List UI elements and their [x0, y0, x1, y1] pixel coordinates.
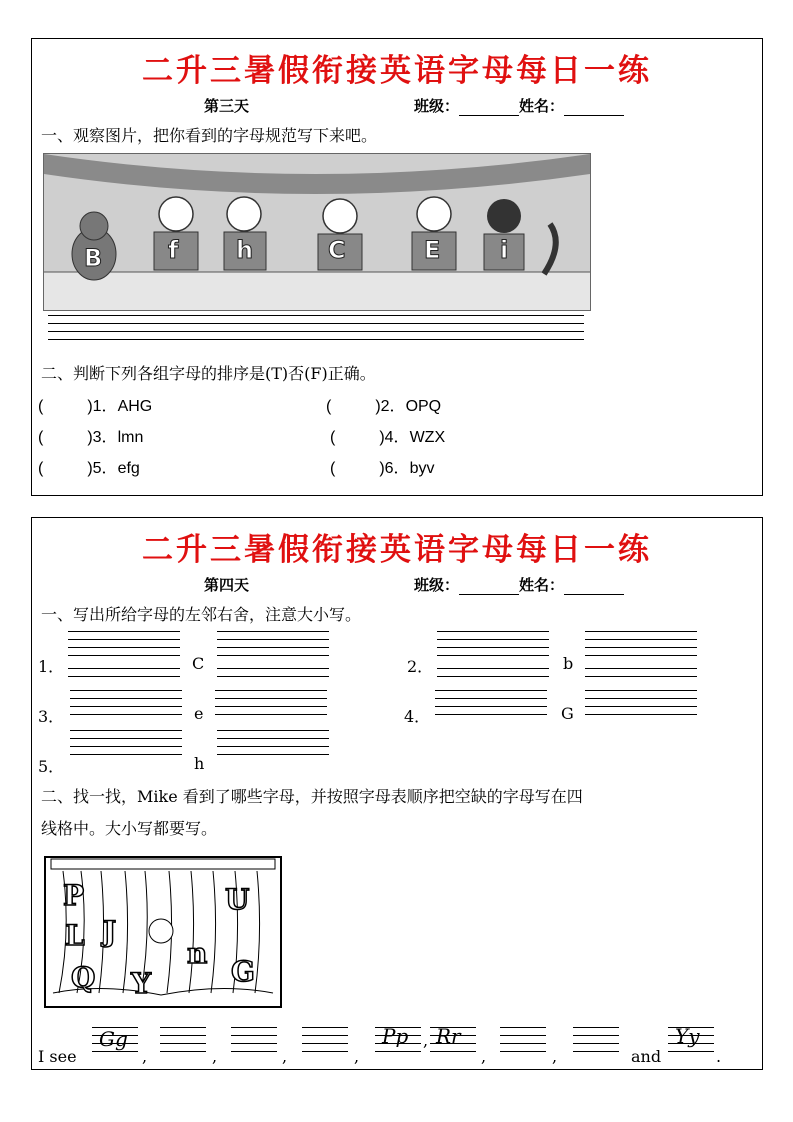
item-5-left-lines[interactable] — [70, 730, 182, 755]
item-2-left-lines[interactable] — [437, 631, 549, 656]
comma: , — [552, 1047, 558, 1066]
section2-instruction: 二、判断下列各组字母的排序是(T)否(F)正确。 — [41, 364, 376, 383]
item-2-right-lines2[interactable] — [585, 668, 697, 677]
item-3-right-lines[interactable] — [215, 690, 327, 715]
question-1[interactable]: ( )1．AHG — [38, 398, 153, 415]
class-blank[interactable] — [459, 97, 519, 116]
answer-blank-2[interactable] — [231, 1027, 277, 1052]
item-1-left-lines[interactable] — [68, 631, 180, 656]
item-2-left-lines2[interactable] — [437, 668, 549, 677]
class-name-row — [414, 95, 624, 116]
item-5-number: 5． — [38, 757, 65, 776]
comma: , — [354, 1047, 360, 1066]
and-label: and — [631, 1047, 662, 1066]
item-2-number: 2． — [407, 657, 434, 676]
question-2[interactable]: ( )2．OPQ — [326, 398, 442, 415]
item-1-number: 1． — [38, 657, 65, 676]
section1-instruction: 一、观察图片，把你看到的字母规范写下来吧。 — [41, 126, 378, 145]
stage-letter-C: C — [328, 236, 346, 264]
item-3-number: 3． — [38, 707, 65, 726]
class-label: 班级： — [414, 97, 460, 115]
item-5-letter: h — [194, 754, 205, 773]
item-3-left-lines[interactable] — [70, 690, 182, 715]
stage-picture — [43, 153, 591, 311]
stage-illustration — [44, 154, 590, 310]
item-1-right-lines[interactable] — [217, 631, 329, 656]
curtain-letter-Y: Y — [131, 967, 151, 1000]
item-2-letter: b — [563, 654, 574, 673]
section2-instruction-line1: 二、找一找，Mike 看到了哪些字母，并按照字母表顺序把空缺的字母写在四 — [41, 787, 583, 806]
stage-letter-f: f — [168, 236, 179, 264]
comma: , — [481, 1047, 487, 1066]
section1-instruction: 一、写出所给字母的左邻右舍，注意大小写。 — [41, 605, 362, 624]
worksheet-day3 — [31, 38, 763, 496]
name-label: 姓名： — [519, 97, 565, 115]
item-1-right-lines2[interactable] — [217, 668, 329, 677]
stage-letter-h: h — [236, 236, 254, 264]
comma: , — [212, 1047, 218, 1066]
worksheet-title: 二升三暑假衔接英语字母每日一练 — [142, 53, 652, 89]
item-1-letter: C — [192, 654, 205, 673]
day-label: 第三天 — [204, 97, 250, 115]
item-5-right-lines[interactable] — [217, 730, 329, 755]
item-4-right-lines[interactable] — [585, 690, 697, 715]
class-name-row — [414, 574, 624, 595]
name-blank[interactable] — [564, 97, 624, 116]
curtain-illustration — [41, 853, 285, 1011]
name-blank[interactable] — [564, 576, 624, 595]
answer-blank-4[interactable] — [500, 1027, 546, 1052]
stage-letter-E: E — [424, 236, 441, 264]
item-4-letter: G — [561, 704, 574, 723]
period: . — [716, 1047, 722, 1066]
curtain-letter-J: J — [103, 915, 117, 948]
item-4-number: 4． — [404, 707, 431, 726]
day-label: 第四天 — [204, 576, 250, 594]
class-label: 班级： — [414, 576, 460, 594]
answer-blank-1[interactable] — [160, 1027, 206, 1052]
writing-lines[interactable] — [48, 315, 584, 340]
comma: , — [282, 1047, 288, 1066]
curtain-picture — [41, 853, 285, 1011]
question-5[interactable]: ( )5．efg — [38, 460, 140, 477]
item-3-letter: e — [194, 704, 204, 723]
class-blank[interactable] — [459, 576, 519, 595]
worksheet-day4 — [31, 517, 763, 1070]
given-gg: Gg — [99, 1027, 128, 1051]
question-6[interactable]: ( )6．byv — [330, 460, 435, 477]
stage-letter-i: i — [500, 236, 509, 264]
curtain-letter-G: G — [231, 955, 255, 988]
comma: , — [423, 1031, 429, 1050]
curtain-letter-n: n — [187, 937, 208, 970]
comma: , — [142, 1047, 148, 1066]
answer-blank-5[interactable] — [573, 1027, 619, 1052]
curtain-letter-P: P — [63, 879, 85, 912]
curtain-letter-L: L — [65, 919, 85, 952]
given-rr: Rr — [436, 1024, 461, 1048]
answer-blank-3[interactable] — [302, 1027, 348, 1052]
question-4[interactable]: ( )4．WZX — [330, 429, 446, 446]
item-2-right-lines[interactable] — [585, 631, 697, 656]
curtain-letter-Q: Q — [71, 961, 96, 994]
given-yy: Yy — [675, 1024, 700, 1048]
item-1-left-lines2[interactable] — [68, 668, 180, 677]
item-4-left-lines[interactable] — [435, 690, 547, 715]
name-label: 姓名： — [519, 576, 565, 594]
curtain-letter-U: U — [225, 883, 250, 916]
worksheet-title: 二升三暑假衔接英语字母每日一练 — [142, 532, 652, 568]
given-pp: Pp — [382, 1024, 409, 1048]
question-3[interactable]: ( )3．lmn — [38, 429, 144, 446]
stage-letter-B: B — [84, 244, 103, 272]
i-see-label: I see — [38, 1047, 77, 1066]
section2-instruction-line2: 线格中。大小写都要写。 — [41, 819, 218, 838]
